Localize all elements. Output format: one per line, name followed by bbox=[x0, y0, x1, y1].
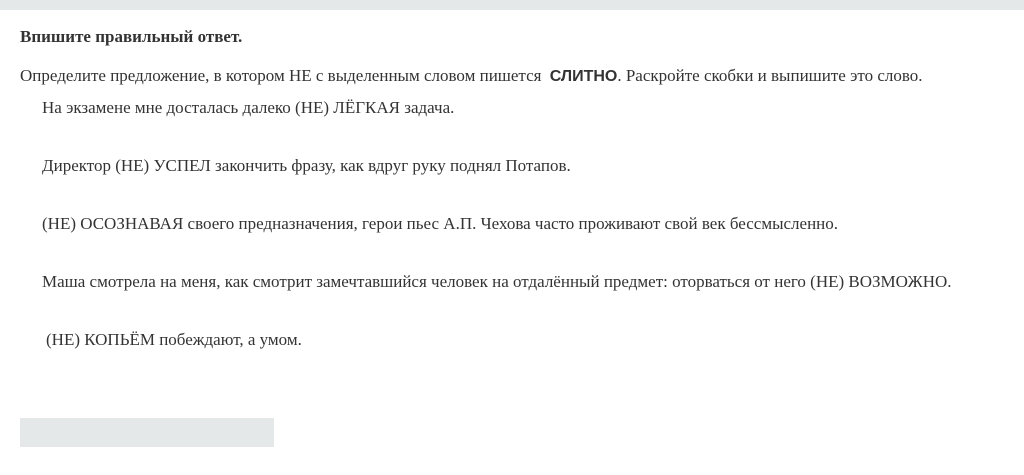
option-item-1: На экзамене мне досталась далеко (НЕ) ЛЁГКАЯ задача. bbox=[42, 98, 455, 117]
option-item-4: Маша смотрела на меня, как смотрит замечтавшийся человек на отдалённый предмет: оторваться от него (НЕ) ВОЗМОЖНО. bbox=[42, 272, 952, 291]
answer-input[interactable] bbox=[20, 418, 274, 447]
option-item-2: Директор (НЕ) УСПЕЛ закончить фразу, как вдруг руку поднял Потапов. bbox=[42, 156, 571, 175]
question-text-after: . Раскройте скобки и выпишите это слово. bbox=[617, 66, 923, 85]
task-block bbox=[20, 26, 998, 352]
task-question bbox=[20, 65, 998, 88]
option-item-5: (НЕ) КОПЬЁМ побеждают, а умом. bbox=[46, 330, 302, 349]
question-text-before: Определите предложение, в котором НЕ с выделенным словом пишется bbox=[20, 66, 542, 85]
question-emphasis: СЛИТНО bbox=[549, 68, 618, 85]
top-bar bbox=[0, 0, 1024, 10]
options-list bbox=[42, 95, 995, 352]
option-item-3: (НЕ) ОСОЗНАВАЯ своего предназначения, герои пьес А.П. Чехова часто проживают свой век бессмысленно. bbox=[42, 214, 839, 233]
task-instruction: Впишите правильный ответ. bbox=[20, 27, 243, 46]
